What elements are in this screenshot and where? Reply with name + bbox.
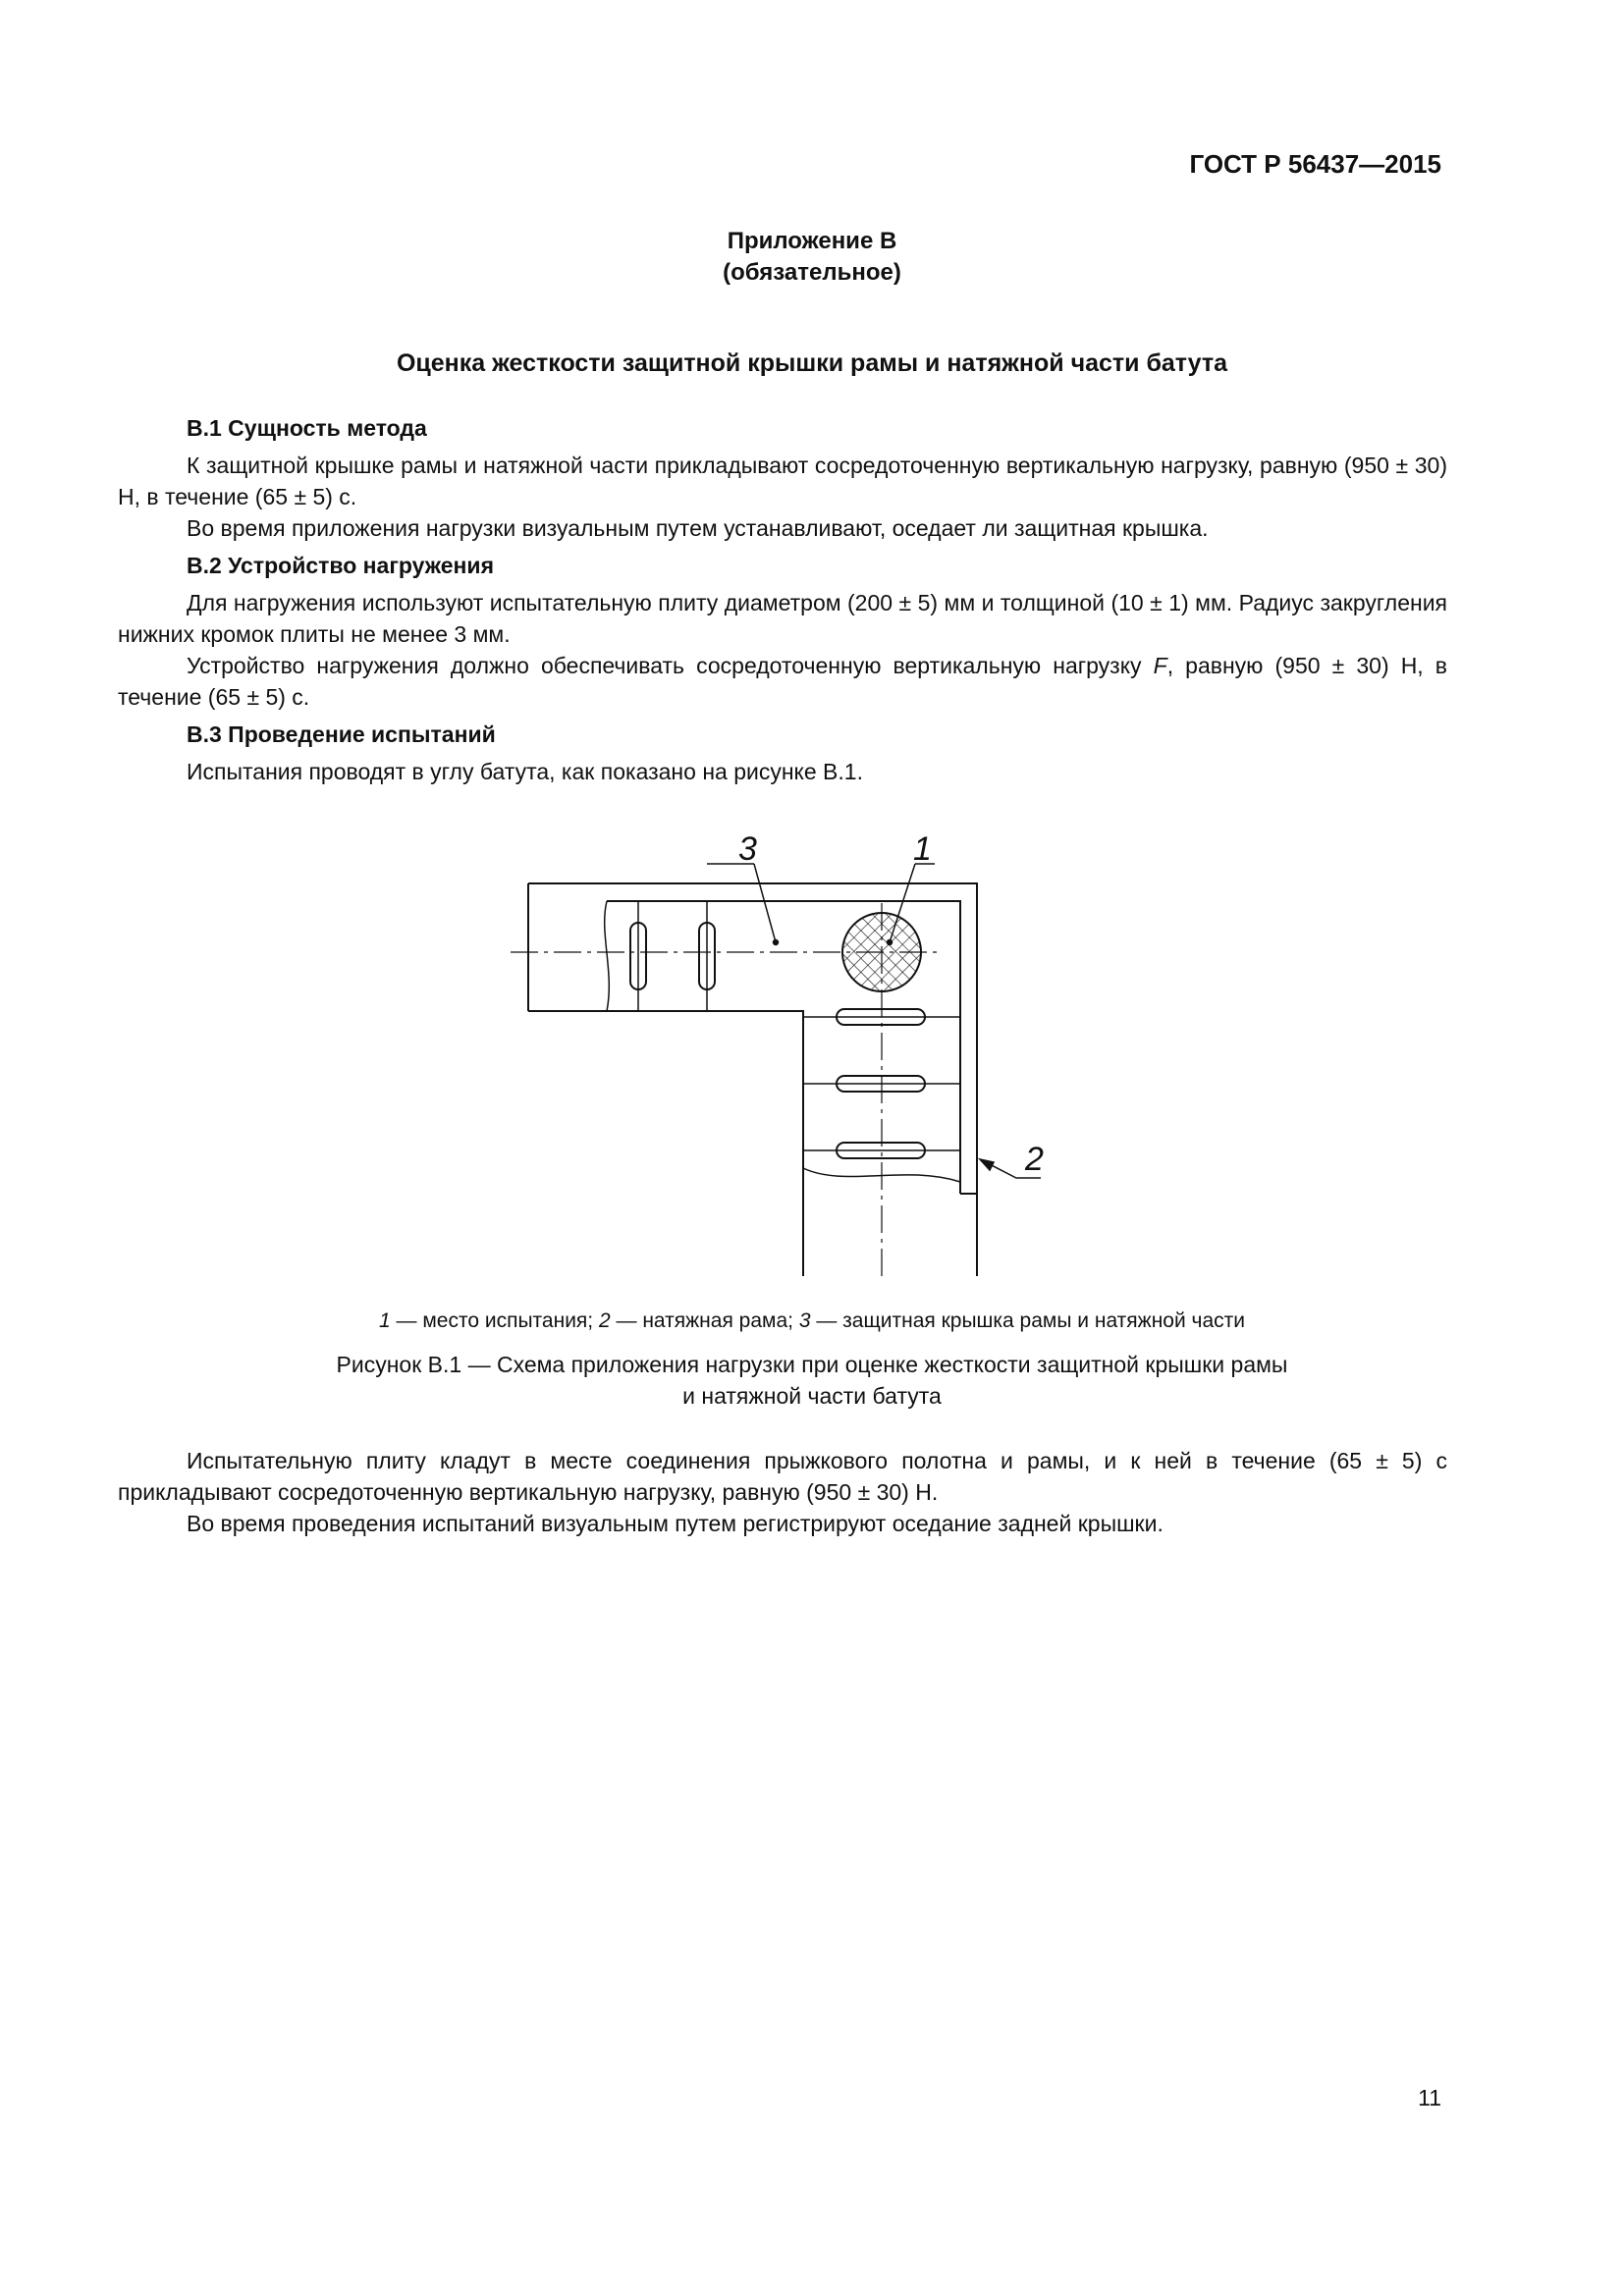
- leader-3: [754, 864, 776, 942]
- appendix-status: (обязательное): [723, 259, 901, 286]
- b3-heading: В.3 Проведение испытаний: [187, 721, 496, 747]
- figure-legend: [0, 1309, 1624, 1333]
- body-text-top: [118, 412, 1447, 787]
- figure-caption: [0, 1349, 1624, 1412]
- standard-number: ГОСТ Р 56437—2015: [1189, 149, 1441, 179]
- b2-paragraph-1: Для нагружения используют испытательную плиту диаметром (200 ± 5) мм и толщиной (10 ± 1) мм. Радиус закругления нижних кромок плиты не менее 3 мм.: [118, 590, 1447, 647]
- b2-p2-before: Устройство нагружения должно обеспечивать сосредоточенную вертикальную нагрузку: [187, 653, 1154, 678]
- appendix-title: Приложение В: [727, 228, 897, 254]
- test-plate: [842, 913, 921, 991]
- body-text-bottom: [118, 1445, 1447, 1539]
- b2-heading: В.2 Устройство нагружения: [187, 553, 494, 578]
- appendix-heading: [0, 226, 1624, 289]
- b1-heading: В.1 Сущность метода: [187, 415, 427, 441]
- legend-text-1: — место испытания;: [390, 1309, 599, 1332]
- after-paragraph-1: Испытательную плиту кладут в месте соединения прыжкового полотна и рамы, и к ней в течение (65 ± 5) с прикладывают сосредоточенную вертикальную нагрузку, равную (950 ± 30) Н.: [118, 1448, 1447, 1505]
- figure-b1-diagram: [491, 825, 1044, 1286]
- legend-text-3: — защитная крышка рамы и натяжной части: [810, 1309, 1246, 1332]
- frame-bottom-edge: [528, 1011, 803, 1276]
- b3-paragraph-1: Испытания проводят в углу батута, как показано на рисунке В.1.: [187, 759, 863, 784]
- legend-text-2: — натяжная рама;: [610, 1309, 799, 1332]
- b2-paragraph-2: [118, 650, 1447, 713]
- label-3: 3: [738, 830, 757, 868]
- caption-line-1: Рисунок В.1 — Схема приложения нагрузки при оценке жесткости защитной крышки рамы: [336, 1352, 1288, 1377]
- legend-num-3: 3: [798, 1309, 811, 1332]
- legend-num-2: 2: [598, 1309, 611, 1332]
- b1-paragraph-2: Во время приложения нагрузки визуальным путем устанавливают, оседает ли защитная крышка.: [187, 515, 1209, 541]
- b2-p2-after: , равную (950 ± 30) Н, в течение (65 ± 5) с.: [118, 653, 1448, 710]
- page-number: 11: [1418, 2085, 1441, 2110]
- section-title: Оценка жесткости защитной крышки рамы и натяжной части батута: [396, 349, 1228, 377]
- label-1: 1: [913, 830, 932, 868]
- b1-paragraph-1: К защитной крышке рамы и натяжной части прикладывают сосредоточенную вертикальную нагрузку, равную (950 ± 30) Н, в течение (65 ± 5) с.: [118, 453, 1447, 509]
- caption-line-2: и натяжной части батута: [682, 1383, 942, 1409]
- after-paragraph-2: Во время проведения испытаний визуальным путем регистрируют оседание задней крышки.: [187, 1511, 1164, 1536]
- legend-num-1: 1: [378, 1309, 391, 1332]
- b2-p2-force-symbol: F: [1153, 653, 1167, 678]
- label-2: 2: [1025, 1141, 1044, 1178]
